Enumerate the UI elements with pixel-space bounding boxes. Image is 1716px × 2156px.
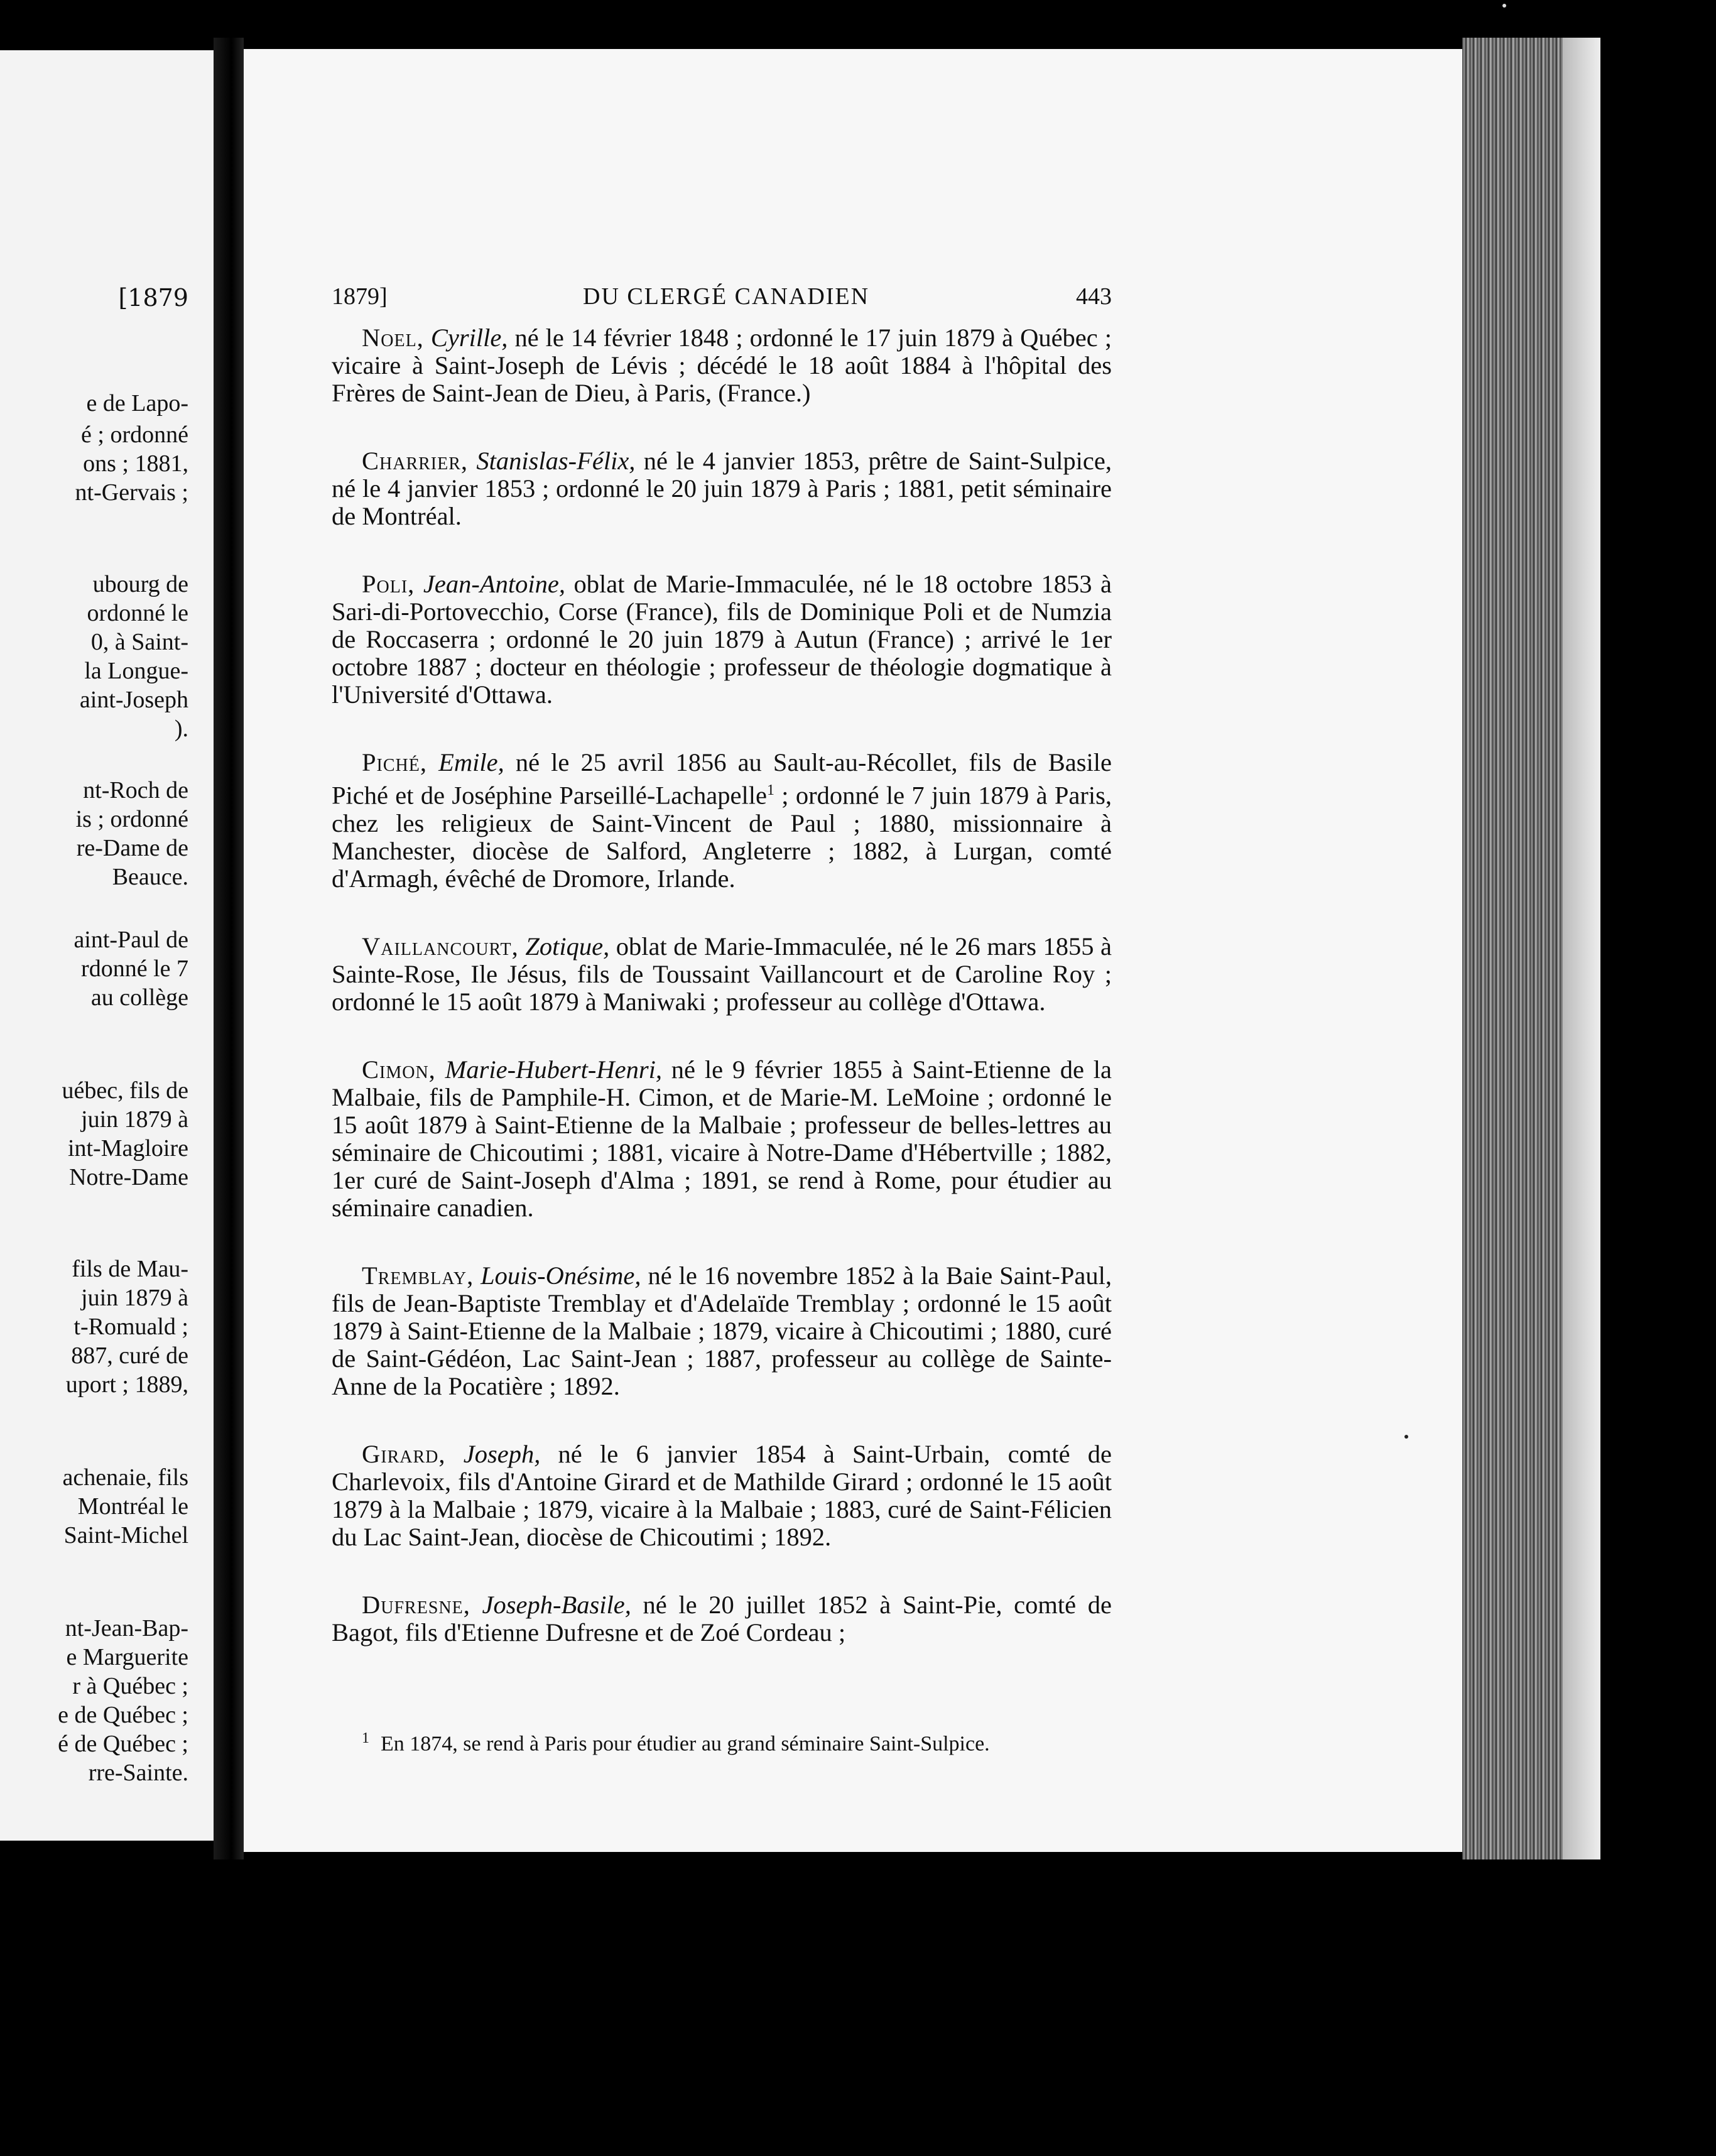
entry-given-names: Joseph-Basile, [482, 1590, 631, 1619]
scan-speck [1404, 1435, 1408, 1439]
left-page-line: Beauce. [112, 864, 188, 890]
page-edge-highlight [1563, 38, 1600, 1859]
left-page-line: nt-Roch de [83, 777, 188, 803]
page-edges [1462, 38, 1600, 1859]
entry-surname: Noel, [362, 324, 424, 352]
entry-text: oblat de Marie-Immaculée, né le 26 mars 1855 à Sainte-Rose, Ile Jésus, fils de Toussaint Vaillancourt et de Caroline Roy ; ordonné le 15 août 1879 à Maniwaki ; professeur au collège d'Ottawa. [332, 932, 1112, 1016]
header-year: 1879] [332, 283, 388, 310]
left-page-line: fils de Mau- [72, 1256, 188, 1282]
page-number: 443 [1076, 283, 1112, 310]
biography-entry [332, 933, 1112, 1016]
entry-given-names: Marie-Hubert-Henri, [445, 1055, 662, 1084]
left-page-fragment [0, 50, 214, 1841]
left-page-line: au collège [90, 984, 188, 1011]
entry-text: né le 4 janvier 1853, prêtre de Saint-Sulpice, né le 4 janvier 1853 ; ordonné le 20 juin 1879 à Paris ; 1881, petit séminaire de Montréal. [332, 447, 1112, 530]
entry-surname: Charrier, [362, 447, 469, 475]
left-page-line: aint-Paul de [73, 927, 188, 953]
entry-text: né le 9 février 1855 à Saint-Etienne de la Malbaie, fils de Pamphile-H. Cimon, et de Marie-M. LeMoine ; ordonné le 15 août 1879 à Saint-Etienne de la Malbaie ; professeur de belles-lettres au séminaire de Chicoutimi ; 1881, vicaire à Notre-Dame d'Hébertville ; 1882, 1er curé de Saint-Joseph d'Alma ; 1891, se rend à Rome, pour étudier au séminaire canadien. [332, 1055, 1112, 1222]
biography-entry [332, 1440, 1112, 1551]
left-page-line: e de Lapo- [86, 390, 188, 416]
left-page-line: é de Québec ; [58, 1731, 188, 1757]
entry-text: né le 20 juillet 1852 à Saint-Pie, comté de Bagot, fils d'Etienne Dufresne et de Zoé Cordeau ; [332, 1590, 1112, 1647]
left-page-line: é ; ordonné [81, 422, 188, 448]
left-page-line: uébec, fils de [62, 1077, 188, 1104]
biography-entry [332, 749, 1112, 893]
left-page-line: int-Magloire [67, 1135, 188, 1162]
left-page-line: ubourg de [92, 571, 188, 597]
footnote-reference: 1 [766, 782, 774, 798]
left-page-line: juin 1879 à [81, 1106, 188, 1133]
entry-given-names: Joseph, [463, 1439, 541, 1468]
left-page-line: rdonné le 7 [81, 956, 188, 982]
entry-text: né le 25 avril 1856 au Sault-au-Récollet, fils de Basile Piché et de Joséphine Parseillé-Lachapelle [332, 748, 1112, 810]
left-page-line: juin 1879 à [81, 1285, 188, 1311]
biography-entry [332, 1591, 1112, 1647]
left-page-line: e Marguerite [66, 1644, 188, 1670]
entry-surname: Girard, [362, 1439, 446, 1468]
main-page [244, 49, 1462, 1852]
left-page-line: rre-Sainte. [88, 1760, 188, 1786]
left-page-line: 887, curé de [71, 1342, 188, 1369]
entry-surname: Dufresne, [362, 1590, 470, 1619]
left-page-line: 0, à Saint- [90, 629, 188, 655]
left-page-line: aint-Joseph [79, 687, 188, 713]
entry-given-names: Cyrille, [430, 324, 508, 352]
biography-entry [332, 570, 1112, 709]
footnote-text: En 1874, se rend à Paris pour étudier au grand séminaire Saint-Sulpice. [381, 1732, 990, 1756]
left-page-line: ons ; 1881, [83, 450, 188, 477]
biography-entry [332, 324, 1112, 407]
biography-entry [332, 447, 1112, 530]
entry-text: né le 14 février 1848 ; ordonné le 17 juin 1879 à Québec ; vicaire à Saint-Joseph de Lévis ; décédé le 18 août 1884 à l'hôpital des Frères de Saint-Jean de Dieu, à Paris, (France.) [332, 324, 1112, 407]
left-page-line: achenaie, fils [62, 1464, 188, 1491]
entry-given-names: Stanislas-Félix, [476, 447, 636, 475]
footnote [332, 1730, 1112, 1756]
biography-entry [332, 1056, 1112, 1222]
left-page-line: ordonné le [87, 600, 188, 626]
left-page-line: la Longue- [84, 658, 188, 684]
left-page-line: nt-Jean-Bap- [65, 1615, 188, 1642]
left-page-line: re-Dame de [76, 835, 188, 861]
entry-text-continued: ; ordonné le 7 juin 1879 à Paris, chez les religieux de Saint-Vincent de Paul ; 1880, missionnaire à Manchester, diocèse de Salford, Angleterre ; 1882, à Lurgan, comté d'Armagh, évêché de Dromore, Irlande. [332, 781, 1112, 893]
entry-given-names: Louis-Onésime, [481, 1261, 641, 1290]
left-page-line: uport ; 1889, [65, 1371, 188, 1398]
left-page-line: ). [174, 716, 188, 742]
left-page-line: nt-Gervais ; [75, 479, 188, 506]
entry-surname: Piché, [362, 748, 427, 776]
left-page-line: t-Romuald ; [73, 1314, 188, 1340]
left-page-line: Notre-Dame [69, 1164, 188, 1190]
scan-speck [1502, 4, 1506, 8]
header-title: DU CLERGÉ CANADIEN [583, 283, 870, 310]
book-gutter [214, 38, 244, 1859]
left-page-line: is ; ordonné [75, 806, 188, 832]
entry-surname: Vaillancourt, [362, 932, 519, 961]
entry-text: né le 6 janvier 1854 à Saint-Urbain, comté de Charlevoix, fils d'Antoine Girard et de Mathilde Girard ; ordonné le 15 août 1879 à la Malbaie ; 1879, vicaire à la Malbaie ; 1883, curé de Saint-Félicien du Lac Saint-Jean, diocèse de Chicoutimi ; 1892. [332, 1439, 1112, 1551]
entry-text: oblat de Marie-Immaculée, né le 18 octobre 1853 à Sari-di-Portovecchio, Corse (France), fils de Dominique Poli et de Numzia de Roccaserra ; ordonné le 20 juin 1879 à Autun (France) ; arrivé le 1er octobre 1887 ; docteur en théologie ; professeur de théologie dogmatique à l'Université d'Ottawa. [332, 570, 1112, 709]
entry-surname: Cimon, [362, 1055, 436, 1084]
left-page-line: e de Québec ; [58, 1702, 188, 1728]
left-page-line: r à Québec ; [72, 1673, 188, 1699]
left-page-line: Montréal le [77, 1493, 188, 1520]
biography-entries [332, 324, 1112, 1687]
page-header [332, 283, 1112, 314]
left-page-line: Saint-Michel [63, 1522, 188, 1549]
biography-entry [332, 1262, 1112, 1400]
entry-given-names: Emile, [438, 748, 504, 776]
footnote-mark: 1 [362, 1730, 369, 1746]
left-page-header: [1879 [118, 284, 188, 312]
entry-text: né le 16 novembre 1852 à la Baie Saint-Paul, fils de Jean-Baptiste Tremblay et d'Adelaïde Tremblay ; ordonné le 15 août 1879 à Saint-Etienne de la Malbaie ; 1879, vicaire à Chicoutimi ; 1880, curé de Saint-Gédéon, Lac Saint-Jean ; 1887, professeur au collège de Sainte-Anne de la Pocatière ; 1892. [332, 1261, 1112, 1400]
entry-surname: Poli, [362, 570, 415, 598]
entry-given-names: Jean-Antoine, [423, 570, 565, 598]
entry-surname: Tremblay, [362, 1261, 474, 1290]
entry-given-names: Zotique, [525, 932, 610, 961]
